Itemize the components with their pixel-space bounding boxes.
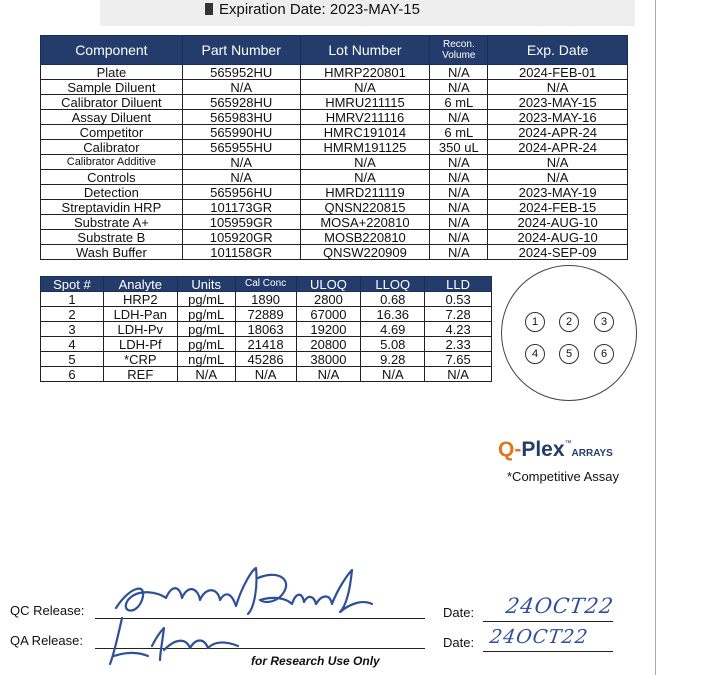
component-cell: N/A: [430, 185, 488, 200]
logo-tm: ™: [564, 440, 572, 447]
analyte-cell: 7.65: [425, 352, 492, 367]
analyte-cell: LDH-Pan: [103, 307, 177, 322]
qa-signature: [104, 610, 254, 668]
analyte-cell: HRP2: [103, 292, 177, 307]
qa-date-line: [483, 651, 613, 652]
component-cell: Controls: [41, 170, 183, 185]
analyte-row: [41, 352, 492, 367]
component-cell: N/A: [430, 230, 488, 245]
component-cell: Substrate A+: [41, 215, 183, 230]
component-row: [41, 110, 628, 125]
component-cell: 2024-SEP-09: [488, 245, 628, 260]
component-cell: 2023-MAY-15: [488, 95, 628, 110]
col-header-exp-date: Exp. Date: [488, 36, 628, 65]
analyte-cell: 5: [41, 352, 104, 367]
component-row: [41, 215, 628, 230]
qc-date-value: 24OCT22: [504, 594, 616, 618]
analyte-cell: 72889: [235, 307, 296, 322]
page-edge-line: [655, 0, 656, 675]
component-cell: N/A: [430, 200, 488, 215]
analyte-row: [41, 337, 492, 352]
spot-4: 4: [525, 344, 545, 364]
component-cell: HMRU211115: [300, 95, 430, 110]
component-cell: N/A: [182, 155, 300, 170]
analyte-row: [41, 322, 492, 337]
component-cell: N/A: [430, 155, 488, 170]
analyte-cell: LDH-Pv: [103, 322, 177, 337]
analyte-cell: 18063: [235, 322, 296, 337]
component-cell: Streptavidin HRP: [41, 200, 183, 215]
component-cell: Calibrator Diluent: [41, 95, 183, 110]
component-cell: MOSB220810: [300, 230, 430, 245]
component-row: [41, 230, 628, 245]
component-row: [41, 125, 628, 140]
analyte-cell: pg/mL: [177, 307, 235, 322]
component-row: [41, 185, 628, 200]
col-header-component: Component: [41, 36, 183, 65]
hourglass-icon: [205, 3, 213, 15]
analyte-cell: 0.53: [425, 292, 492, 307]
spot-1: 1: [525, 312, 545, 332]
component-row: [41, 95, 628, 110]
analyte-cell: ng/mL: [177, 352, 235, 367]
component-cell: N/A: [488, 80, 628, 95]
qa-date-label: Date:: [443, 635, 475, 650]
analyte-cell: 5.08: [361, 337, 425, 352]
component-cell: 105959GR: [182, 215, 300, 230]
analyte-cell: 1: [41, 292, 104, 307]
components-table: [40, 35, 628, 260]
analyte-cell: 6: [41, 367, 104, 382]
col-header-lloq: LLOQ: [361, 277, 425, 292]
component-cell: Sample Diluent: [41, 80, 183, 95]
component-cell: 565955HU: [182, 140, 300, 155]
logo-plex: Plex: [521, 438, 565, 461]
analyte-cell: 2.33: [425, 337, 492, 352]
col-header-recon-volume: [430, 36, 488, 65]
analyte-cell: 67000: [296, 307, 361, 322]
component-cell: N/A: [300, 155, 430, 170]
components-header-row: [41, 36, 628, 65]
component-cell: N/A: [430, 65, 488, 80]
component-cell: 2023-MAY-19: [488, 185, 628, 200]
component-cell: Calibrator Additive: [41, 155, 183, 170]
analyte-cell: LDH-Pf: [103, 337, 177, 352]
analyte-table: [40, 276, 492, 382]
component-cell: Substrate B: [41, 230, 183, 245]
analyte-cell: pg/mL: [177, 292, 235, 307]
analyte-row: [41, 367, 492, 382]
component-cell: 101173GR: [182, 200, 300, 215]
logo-arrays: ARRAYS: [571, 448, 613, 459]
recon-label: Recon.: [442, 38, 475, 50]
col-header-cal-conc: Cal Conc: [235, 277, 296, 292]
component-row: [41, 155, 628, 170]
qc-release-label: QC Release:: [10, 603, 85, 618]
component-cell: 2024-AUG-10: [488, 230, 628, 245]
component-cell: 2023-MAY-16: [488, 110, 628, 125]
component-cell: 6 mL: [430, 125, 488, 140]
volume-label: Volume: [442, 50, 476, 61]
component-cell: Assay Diluent: [41, 110, 183, 125]
component-cell: 6 mL: [430, 95, 488, 110]
component-cell: Calibrator: [41, 140, 183, 155]
analyte-cell: pg/mL: [177, 337, 235, 352]
analyte-cell: 20800: [296, 337, 361, 352]
logo-q: Q-: [498, 438, 522, 461]
col-header-units: Units: [177, 277, 235, 292]
component-cell: N/A: [300, 80, 430, 95]
col-header-spot: Spot #: [41, 277, 104, 292]
analyte-cell: N/A: [177, 367, 235, 382]
col-header-part-number: Part Number: [182, 36, 300, 65]
component-cell: 105920GR: [182, 230, 300, 245]
component-cell: 2024-FEB-15: [488, 200, 628, 215]
analyte-row: [41, 292, 492, 307]
analyte-cell: 38000: [296, 352, 361, 367]
analyte-cell: 9.28: [361, 352, 425, 367]
analyte-cell: 1890: [235, 292, 296, 307]
component-cell: N/A: [182, 80, 300, 95]
analyte-cell: N/A: [361, 367, 425, 382]
component-row: [41, 80, 628, 95]
component-cell: 2024-AUG-10: [488, 215, 628, 230]
component-cell: HMRP220801: [300, 65, 430, 80]
component-cell: Detection: [41, 185, 183, 200]
component-cell: 565928HU: [182, 95, 300, 110]
component-cell: N/A: [430, 245, 488, 260]
component-cell: Plate: [41, 65, 183, 80]
analyte-cell: 16.36: [361, 307, 425, 322]
research-use-footer: for Research Use Only: [251, 654, 380, 668]
component-cell: N/A: [488, 155, 628, 170]
component-cell: QNSN220815: [300, 200, 430, 215]
spot-5: 5: [559, 344, 579, 364]
component-cell: 565990HU: [182, 125, 300, 140]
component-row: [41, 65, 628, 80]
col-header-lot-number: Lot Number: [300, 36, 430, 65]
col-header-uloq: ULOQ: [296, 277, 361, 292]
component-cell: 565952HU: [182, 65, 300, 80]
qc-date-line: [483, 621, 613, 622]
analyte-cell: 7.28: [425, 307, 492, 322]
component-row: [41, 170, 628, 185]
qa-date-value: 24OCT22: [488, 626, 590, 648]
expiration-date: [205, 1, 420, 18]
component-row: [41, 140, 628, 155]
col-header-analyte: Analyte: [103, 277, 177, 292]
component-cell: 2024-APR-24: [488, 140, 628, 155]
spot-layout-diagram: [501, 265, 637, 401]
analyte-cell: 2: [41, 307, 104, 322]
analyte-cell: N/A: [296, 367, 361, 382]
component-cell: HMRV211116: [300, 110, 430, 125]
component-cell: HMRD211119: [300, 185, 430, 200]
component-cell: N/A: [430, 215, 488, 230]
component-cell: 565956HU: [182, 185, 300, 200]
analyte-cell: 4: [41, 337, 104, 352]
qplex-logo: [498, 438, 613, 462]
component-cell: 101158GR: [182, 245, 300, 260]
spot-2: 2: [559, 312, 579, 332]
analyte-cell: 21418: [235, 337, 296, 352]
qc-date-label: Date:: [443, 605, 475, 620]
analyte-cell: 45286: [235, 352, 296, 367]
component-cell: N/A: [488, 170, 628, 185]
component-cell: HMRM191125: [300, 140, 430, 155]
analyte-cell: pg/mL: [177, 322, 235, 337]
component-cell: N/A: [430, 170, 488, 185]
spot-3: 3: [594, 312, 614, 332]
component-cell: N/A: [430, 110, 488, 125]
expiration-label: Expiration Date: 2023-MAY-15: [219, 1, 420, 18]
component-cell: HMRC191014: [300, 125, 430, 140]
component-cell: N/A: [300, 170, 430, 185]
component-cell: 565983HU: [182, 110, 300, 125]
analyte-cell: 4.69: [361, 322, 425, 337]
component-cell: Competitor: [41, 125, 183, 140]
component-row: [41, 245, 628, 260]
analyte-cell: *CRP: [103, 352, 177, 367]
component-cell: Wash Buffer: [41, 245, 183, 260]
analyte-cell: 2800: [296, 292, 361, 307]
analyte-cell: 0.68: [361, 292, 425, 307]
component-cell: N/A: [182, 170, 300, 185]
component-cell: 2024-APR-24: [488, 125, 628, 140]
analyte-cell: N/A: [425, 367, 492, 382]
analyte-cell: 4.23: [425, 322, 492, 337]
component-cell: MOSA+220810: [300, 215, 430, 230]
component-row: [41, 200, 628, 215]
analyte-cell: N/A: [235, 367, 296, 382]
spot-6: 6: [594, 344, 614, 364]
component-cell: QNSW220909: [300, 245, 430, 260]
analyte-cell: REF: [103, 367, 177, 382]
component-cell: 350 uL: [430, 140, 488, 155]
component-cell: N/A: [430, 80, 488, 95]
qa-release-label: QA Release:: [10, 633, 83, 648]
col-header-lld: LLD: [425, 277, 492, 292]
analyte-cell: 19200: [296, 322, 361, 337]
analyte-cell: 3: [41, 322, 104, 337]
component-cell: 2024-FEB-01: [488, 65, 628, 80]
analyte-row: [41, 307, 492, 322]
competitive-assay-note: *Competitive Assay: [507, 469, 619, 484]
analyte-header-row: [41, 277, 492, 292]
